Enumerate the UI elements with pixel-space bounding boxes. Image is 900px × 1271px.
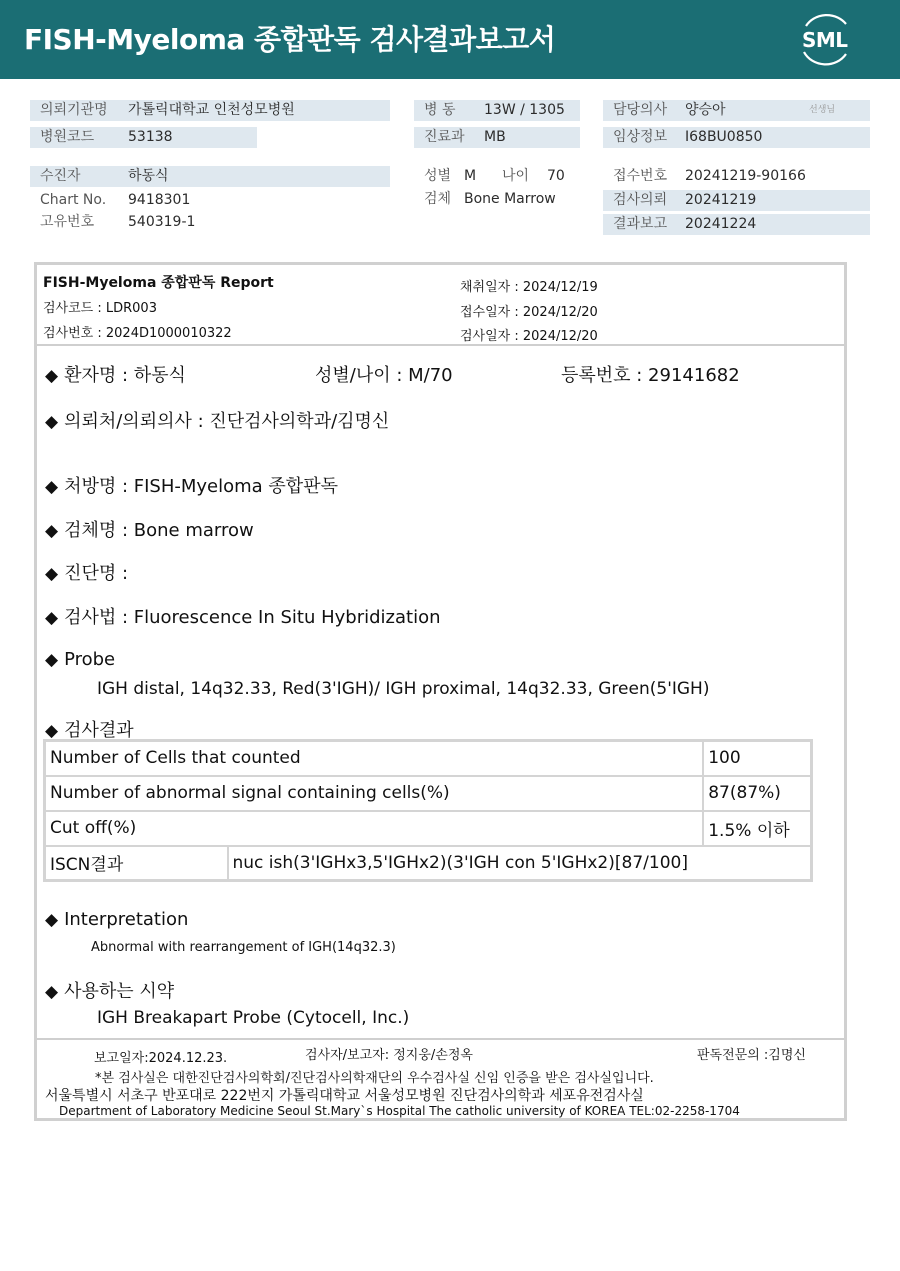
prescription-line: [45, 472, 338, 498]
field-doctor: [603, 100, 870, 121]
field-patient: [30, 166, 390, 187]
patient-line: [45, 361, 186, 387]
result-value-cell: 100: [703, 741, 811, 776]
chart-value: 9418301: [128, 192, 191, 208]
cert-note: *본 검사실은 대한진단검사의학회/진단검사의학재단의 우수검사실 신임 인증을 받은 검사실입니다.: [95, 1071, 654, 1086]
table-row: [45, 741, 812, 776]
unique-label: 고유번호: [40, 214, 95, 230]
report-date: 보고일자:2024.12.23.: [94, 1051, 228, 1066]
diagnosis-line: [45, 559, 128, 585]
dept-english: Department of Laboratory Medicine Seoul St.Mary`s Hospital The catholic university of KOREA TEL:02-2258-1704: [59, 1104, 740, 1118]
age-value: 70: [547, 168, 565, 184]
age-label: 나이: [502, 168, 530, 184]
report-specimen: 검체명 : Bone marrow: [64, 520, 254, 541]
field-specimen: [414, 189, 594, 210]
dept-label: 진료과: [424, 129, 465, 145]
chart-label: Chart No.: [40, 192, 107, 208]
reagent-heading-line: [45, 977, 174, 1003]
table-row: [45, 811, 812, 846]
iscn-value-cell: nuc ish(3'IGHx3,5'IGHx2)(3'IGH con 5'IGHx2)[87/100]: [228, 846, 812, 881]
report-patient: 환자명 : 하동식: [64, 365, 186, 386]
result-value: 20241224: [685, 216, 757, 232]
reporters: 검사자/보고자: 정지웅/손정옥: [305, 1048, 473, 1063]
field-clinical: [603, 127, 870, 148]
specimen-line: [45, 516, 254, 542]
patient-value: 하동식: [128, 168, 169, 184]
report-reg-no: 등록번호 : 29141682: [561, 365, 740, 386]
reagent-heading: 사용하는 시약: [64, 981, 175, 1002]
report-prescription: 처방명 : FISH-Myeloma 종합판독: [64, 476, 338, 497]
request-label: 검사의뢰: [613, 192, 668, 208]
receipt-no-value: 20241219-90166: [685, 168, 806, 184]
bullet-diamond-icon: ◆: [45, 608, 59, 628]
result-label-cell: Number of Cells that counted: [45, 741, 704, 776]
unique-value: 540319-1: [128, 214, 196, 230]
report-header: [37, 265, 844, 346]
test-date: 검사일자 : 2024/12/20: [460, 329, 598, 344]
institution-value: 가톨릭대학교 인천성모병원: [128, 102, 295, 118]
reviewer: 판독전문의 :김명신: [697, 1048, 806, 1063]
bullet-diamond-icon: ◆: [45, 982, 59, 1002]
receipt-no-label: 접수번호: [613, 168, 668, 184]
hospital-code-label: 병원코드: [40, 129, 95, 145]
iscn-label-cell: ISCN결과: [45, 846, 228, 881]
doctor-label: 담당의사: [613, 102, 668, 118]
field-sex-age: [414, 166, 580, 187]
bullet-diamond-icon: ◆: [45, 564, 59, 584]
field-chart: [30, 190, 390, 211]
report-diagnosis: 진단명 :: [64, 563, 129, 584]
field-unique: [30, 212, 390, 233]
field-request: [603, 190, 870, 211]
result-value-cell: 87(87%): [703, 776, 811, 811]
bullet-diamond-icon: ◆: [45, 650, 59, 670]
bullet-diamond-icon: ◆: [45, 521, 59, 541]
bullet-diamond-icon: ◆: [45, 477, 59, 497]
field-hospital-code: [30, 127, 257, 148]
bullet-diamond-icon: ◆: [45, 366, 59, 386]
result-table: [43, 739, 813, 882]
result-label-cell: Number of abnormal signal containing cells(%): [45, 776, 704, 811]
page-title: FISH-Myeloma 종합판독 검사결과보고서: [24, 23, 556, 56]
table-row: [45, 776, 812, 811]
interp-heading: Interpretation: [64, 909, 189, 930]
test-code: 검사코드 : LDR003: [43, 301, 157, 316]
collect-date: 채취일자 : 2024/12/19: [460, 280, 598, 295]
specimen-label: 검체: [424, 191, 452, 207]
clinical-value: I68BU0850: [685, 129, 763, 145]
field-result: [603, 214, 870, 235]
sex-label: 성별: [424, 168, 452, 184]
report-title: FISH-Myeloma 종합판독 Report: [43, 275, 274, 291]
bullet-diamond-icon: ◆: [45, 412, 59, 432]
reagent-text: IGH Breakapart Probe (Cytocell, Inc.): [97, 1008, 410, 1028]
result-label: 결과보고: [613, 216, 668, 232]
result-label-cell: Cut off(%): [45, 811, 704, 846]
bullet-diamond-icon: ◆: [45, 721, 59, 741]
field-dept: [414, 127, 580, 148]
institution-label: 의뢰기관명: [40, 102, 108, 118]
field-receipt-no: [603, 166, 870, 187]
page-header: [0, 0, 900, 79]
receipt-date: 접수일자 : 2024/12/20: [460, 305, 598, 320]
lab-address: 서울특별시 서초구 반포대로 222번지 가톨릭대학교 서울성모병원 진단검사의학과 세포유전검사실: [45, 1088, 644, 1104]
probe-heading: Probe: [64, 649, 116, 670]
ward-value: 13W / 1305: [484, 102, 565, 118]
sex-value: M: [464, 168, 477, 184]
doctor-value: 양승아: [685, 102, 726, 118]
field-institution: [30, 100, 390, 121]
dept-value: MB: [484, 129, 506, 145]
result-value-cell: 1.5% 이하: [703, 811, 811, 846]
clinical-label: 임상정보: [613, 129, 668, 145]
probe-heading-line: [45, 649, 115, 670]
result-heading: 검사결과: [64, 720, 134, 741]
report-box: [34, 262, 847, 1121]
report-sex-age: 성별/나이 : M/70: [315, 365, 453, 386]
bullet-diamond-icon: ◆: [45, 910, 59, 930]
field-ward: [414, 100, 580, 121]
specimen-value: Bone Marrow: [464, 191, 556, 207]
method-line: [45, 603, 441, 629]
doctor-suffix: 선생님: [809, 105, 836, 115]
logo-text: SML: [802, 28, 848, 52]
report-requester: 의뢰처/의뢰의사 : 진단검사의학과/김명신: [64, 411, 390, 432]
probe-text: IGH distal, 14q32.33, Red(3'IGH)/ IGH proximal, 14q32.33, Green(5'IGH): [97, 679, 710, 699]
patient-label: 수진자: [40, 168, 81, 184]
ward-label: 병 동: [424, 102, 456, 118]
table-row: [45, 846, 812, 881]
requester-line: [45, 407, 389, 433]
report-method: 검사법 : Fluorescence In Situ Hybridization: [64, 607, 441, 628]
hospital-code-value: 53138: [128, 129, 173, 145]
test-no: 검사번호 : 2024D1000010322: [43, 326, 232, 341]
report-footer: [37, 1038, 844, 1118]
interp-heading-line: [45, 909, 188, 930]
sml-logo: [796, 12, 856, 66]
interp-text: Abnormal with rearrangement of IGH(14q32.3): [91, 940, 396, 955]
request-value: 20241219: [685, 192, 757, 208]
